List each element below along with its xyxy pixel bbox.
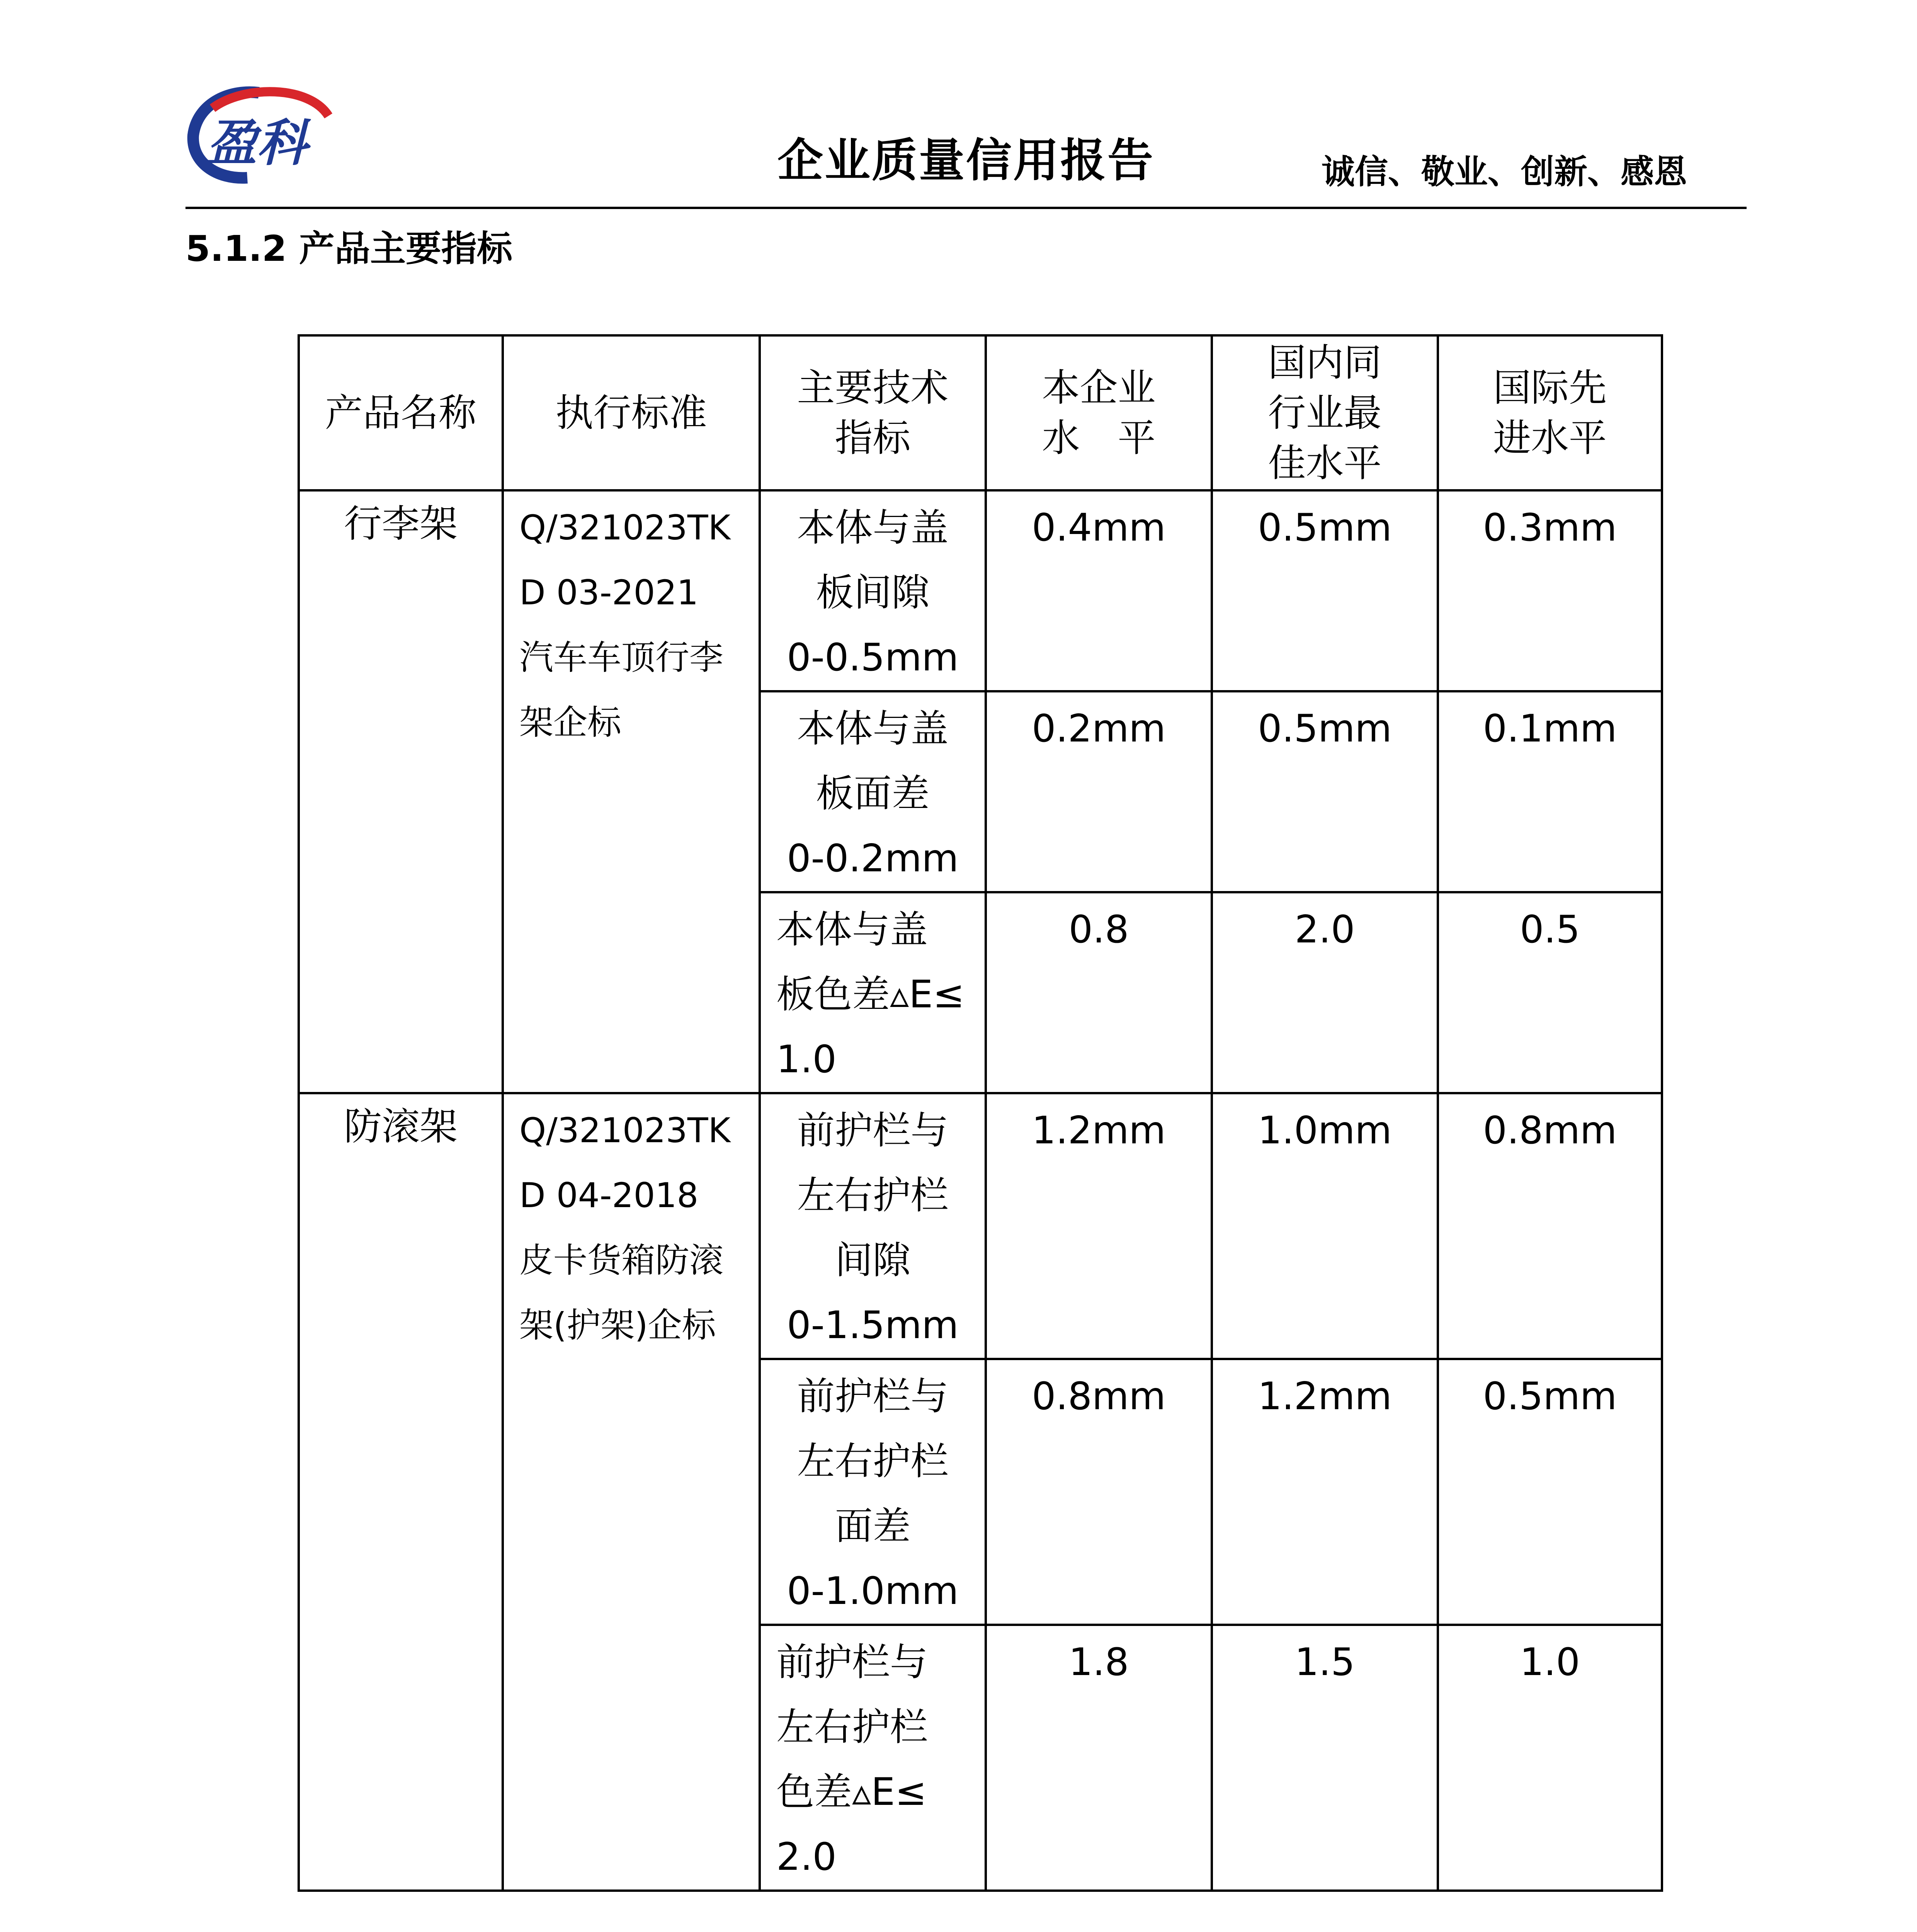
section-heading-512: 5.1.2 产品主要指标	[185, 228, 512, 269]
standard-cell: Q/321023TK D 03-2021 汽车车顶行李 架企标	[503, 490, 760, 1093]
company-value-cell: 1.2mm	[986, 1093, 1212, 1359]
product-indicator-table	[298, 334, 1663, 1892]
header-divider	[185, 207, 1747, 209]
header-indicator: 主要技术 指标	[760, 335, 986, 490]
indicator-cell: 前护栏与 左右护栏 色差▵E≤ 2.0	[760, 1625, 986, 1891]
header-company-level: 本企业 水 平	[986, 335, 1212, 490]
domestic-value-cell: 0.5mm	[1212, 490, 1438, 691]
company-slogan: 诚信、敬业、创新、感恩	[1322, 153, 1687, 191]
international-value-cell: 1.0	[1438, 1625, 1662, 1891]
company-value-cell: 0.8mm	[986, 1359, 1212, 1625]
international-value-cell: 0.8mm	[1438, 1093, 1662, 1359]
header-standard: 执行标准	[503, 335, 760, 490]
company-value-cell: 0.4mm	[986, 490, 1212, 691]
international-value-cell: 0.5mm	[1438, 1359, 1662, 1625]
table-row	[299, 1093, 1662, 1359]
international-value-cell: 0.1mm	[1438, 691, 1662, 892]
indicator-cell: 本体与盖 板面差 0-0.2mm	[760, 691, 986, 892]
table-row	[299, 490, 1662, 691]
company-logo	[185, 81, 340, 189]
company-value-cell: 0.8	[986, 892, 1212, 1093]
product-name-cell: 防滚架	[299, 1093, 503, 1891]
international-value-cell: 0.5	[1438, 892, 1662, 1093]
document-title: 企业质量信用报告	[777, 134, 1155, 187]
svg-text:盈科: 盈科	[207, 114, 308, 172]
indicator-cell: 本体与盖 板色差▵E≤ 1.0	[760, 892, 986, 1093]
standard-cell: Q/321023TK D 04-2018 皮卡货箱防滚 架(护架)企标	[503, 1093, 760, 1891]
domestic-value-cell: 0.5mm	[1212, 691, 1438, 892]
indicator-cell: 前护栏与 左右护栏 面差 0-1.0mm	[760, 1359, 986, 1625]
company-value-cell: 0.2mm	[986, 691, 1212, 892]
header-domestic-best: 国内同 行业最 佳水平	[1212, 335, 1438, 490]
header-product-name: 产品名称	[299, 335, 503, 490]
header-international-advanced: 国际先 进水平	[1438, 335, 1662, 490]
domestic-value-cell: 1.0mm	[1212, 1093, 1438, 1359]
domestic-value-cell: 1.5	[1212, 1625, 1438, 1891]
international-value-cell: 0.3mm	[1438, 490, 1662, 691]
company-value-cell: 1.8	[986, 1625, 1212, 1891]
domestic-value-cell: 2.0	[1212, 892, 1438, 1093]
indicator-cell: 本体与盖 板间隙 0-0.5mm	[760, 490, 986, 691]
indicator-cell: 前护栏与 左右护栏 间隙 0-1.5mm	[760, 1093, 986, 1359]
section-heading-52	[185, 1928, 474, 1932]
domestic-value-cell: 1.2mm	[1212, 1359, 1438, 1625]
product-name-cell: 行李架	[299, 490, 503, 1093]
table-header-row	[299, 335, 1662, 490]
